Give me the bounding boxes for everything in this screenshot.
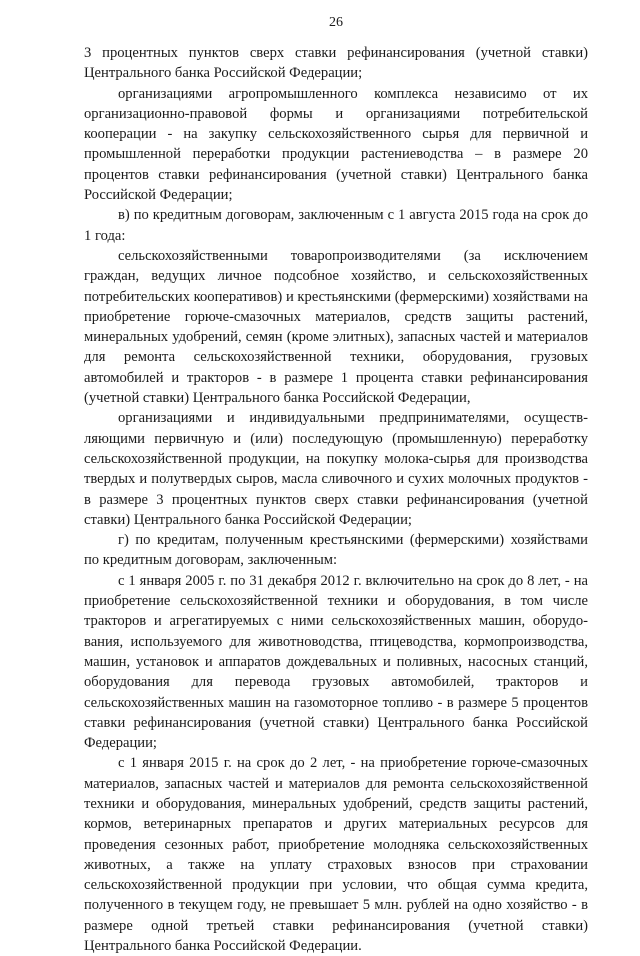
paragraph-agri-producers: сельскохозяйственными товаропроизводителями (за исключением граждан, ведущих личное подсобное хозяйство, и сельскохозяйственных потребительских кооперативов) и крестьянскими (фермерскими) хозяйствами на приобретение горюче-смазочных материалов, средств защиты растений, минеральных удобрений, семян (кроме элитных), запасных частей и материалов для ремонта сельскохозяйственной техники, оборудования, грузовых автомобилей и тракторов - в размере 1 процента ставки рефинансирования (учетной ставки) Центрального банка Российской Федерации, — [84, 247, 588, 407]
paragraph-processing-organizations: организациями и индивидуальными предпринимателями, осуществляющими первичную и (или) последующую (промышленную) переработку сельскохозяйственной продукции, на покупку молока-сырья для производства твердых и полутвердых сыров, масла сливочного и сухих молочных продуктов - в размере 3 процентных пунктов сверх ставки рефинансирования (учетной ставки) Центрального банка Российской Федерации; — [84, 410, 588, 528]
page-number: 26 — [329, 15, 343, 30]
paragraph-continuation: 3 процентных пунктов сверх ставки рефинансирования (учетной ставки) Центрального банка Российской Федерации; — [84, 45, 588, 82]
paragraph-2005-2012-credits: с 1 января 2005 г. по 31 декабря 2012 г. включительно на срок до 8 лет, - на приобретение сельскохозяйственной техники и оборудования, в том числе тракторов и агрегатируемых с ними сельскохозяйственных машин, оборудования, используемого для животноводства, птицеводства, кормопроизводства, машин, установок и аппаратов дождевальных и поливных, насосных станций, оборудования для перевода грузовых автомобилей, тракторов и сельскохозяйственных машин на газомоторное топливо - в размере 5 процентов ставки рефинансирования (учетной ставки) Центрального банка Российской Федерации; — [84, 572, 588, 752]
paragraph-item-v: в) по кредитным договорам, заключенным с 1 августа 2015 года на срок до 1 года: — [84, 207, 588, 244]
paragraph-agro-organizations: организациями агропромышленного комплекса независимо от их организационно-правовой формы и организациями потребительской кооперации - на закупку сельскохозяйственного сырья для первичной и промышленной переработки продукции растениеводства – в размере 20 процентов ставки рефинансирования (учетной ставки) Центрального банка Российской Федерации; — [84, 85, 588, 204]
paragraph-2015-credits: с 1 января 2015 г. на срок до 2 лет, - на приобретение горюче-смазочных материалов, запасных частей и материалов для ремонта сельскохозяйственной техники и оборудования, минеральных удобрений, средств защиты растений, кормов, ветеринарных препаратов и других материальных ресурсов для проведения сезонных работ, приобретение молодняка сельскохозяйственных животных, а также на уплату страховых взносов при страховании сельскохозяйственной продукции при условии, что общая сумма кредита, полученного в текущем году, не превышает 5 млн. рублей на одно хозяйство - в размере одной третьей ставки рефинансирования (учетной ставки) Центрального банка Российской Федерации. — [84, 755, 588, 955]
paragraph-item-g: г) по кредитам, полученным крестьянскими (фермерскими) хозяйствами по кредитным договорам, заключенным: — [84, 532, 588, 569]
